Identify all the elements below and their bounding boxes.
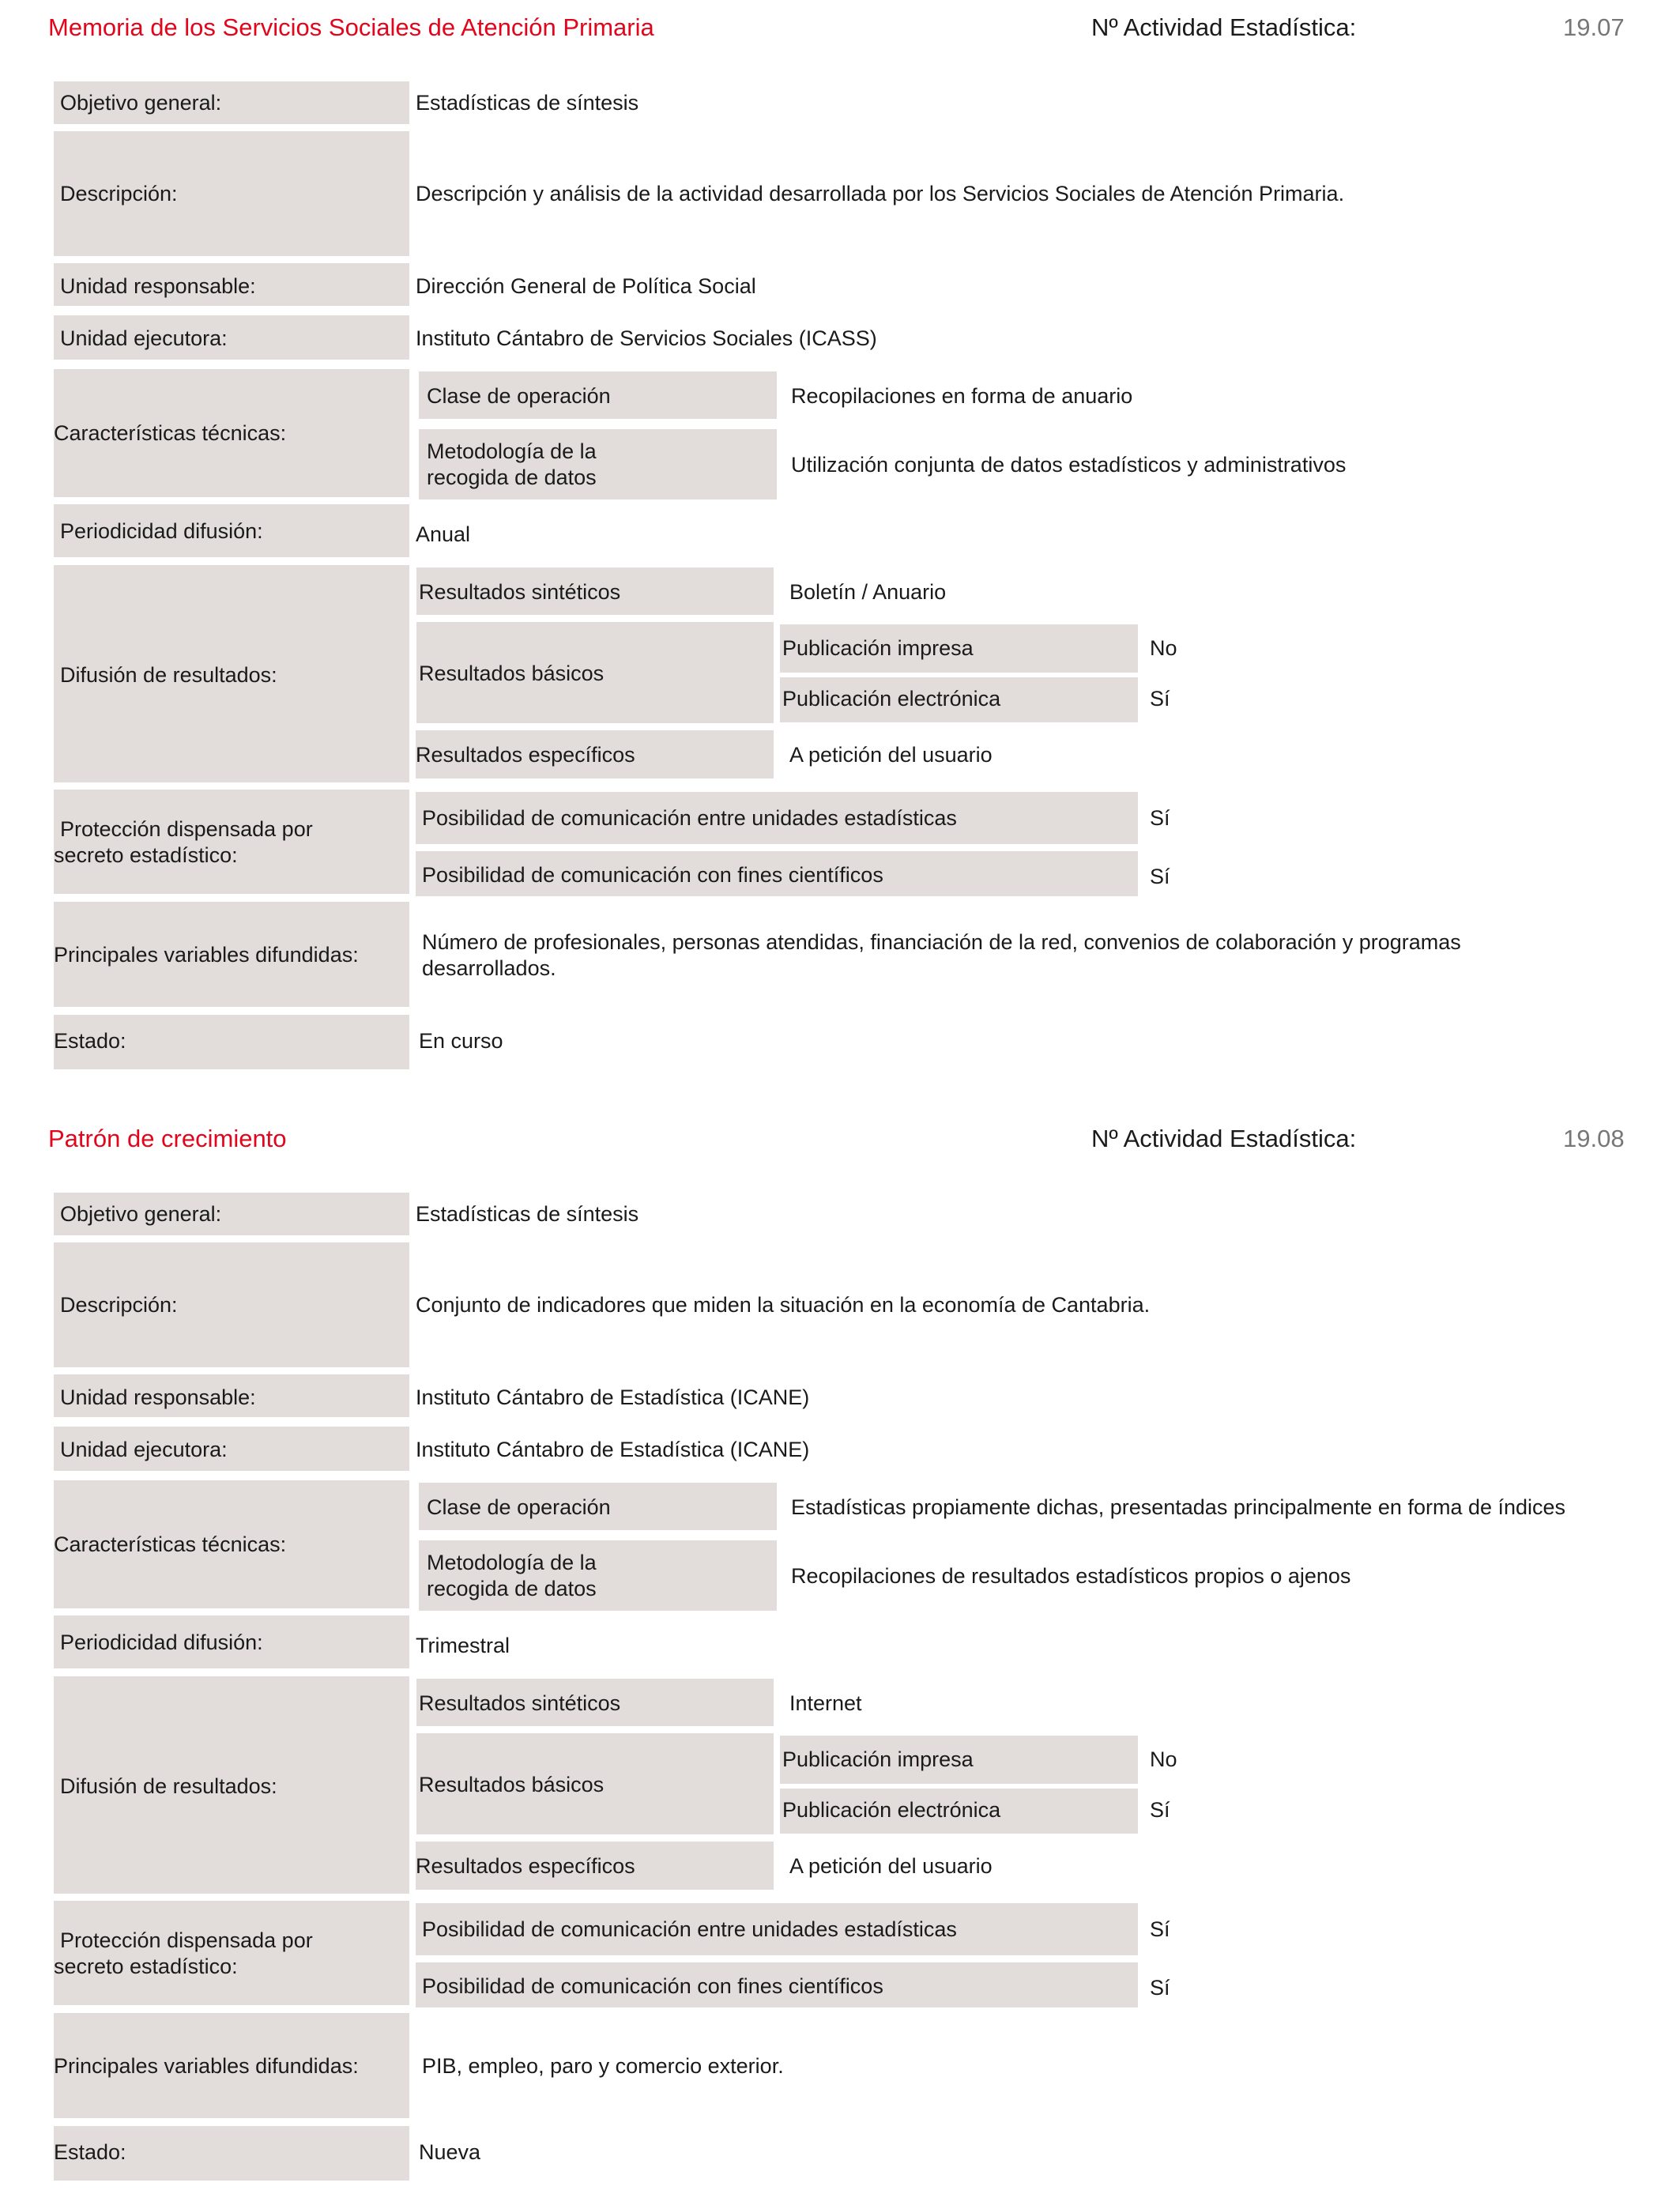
activity-section-19-07 — [0, 0, 1680, 1091]
value-clase-operacion: Recopilaciones en forma de anuario — [791, 384, 1133, 408]
label-periodicidad: Periodicidad difusión: — [60, 519, 263, 543]
value-unidad-responsable: Instituto Cántabro de Estadística (ICANE) — [416, 1385, 810, 1409]
sublabel-clase-operacion: Clase de operación — [427, 1495, 611, 1519]
sublabel-comunicacion-unidades: Posibilidad de comunicación entre unidades estadísticas — [422, 806, 957, 830]
label-estado: Estado: — [54, 1029, 126, 1053]
sublabel-resultados-basicos: Resultados básicos — [419, 1773, 605, 1796]
label-unidad-responsable: Unidad responsable: — [60, 274, 256, 298]
sublabel-metodologia-line1: Metodología de la — [427, 439, 597, 463]
value-metodologia: Recopilaciones de resultados estadísticos propios o ajenos — [791, 1564, 1351, 1588]
value-publicacion-impresa: No — [1150, 636, 1177, 660]
value-comunicacion-cientificos: Sí — [1150, 865, 1170, 888]
label-variables: Principales variables difundidas: — [54, 2054, 359, 2078]
sublabel-comunicacion-cientificos: Posibilidad de comunicación con fines científicos — [422, 1974, 883, 1998]
sublabel-publicacion-impresa: Publicación impresa — [782, 636, 974, 660]
label-unidad-ejecutora: Unidad ejecutora: — [60, 1438, 228, 1461]
value-resultados-especificos: A petición del usuario — [789, 1854, 993, 1878]
sublabel-comunicacion-cientificos: Posibilidad de comunicación con fines científicos — [422, 863, 883, 887]
label-unidad-responsable: Unidad responsable: — [60, 1385, 256, 1409]
value-unidad-ejecutora: Instituto Cántabro de Estadística (ICANE) — [416, 1438, 810, 1461]
label-caracteristicas: Características técnicas: — [54, 1532, 287, 1556]
label-proteccion-line1: Protección dispensada por — [60, 817, 313, 841]
value-periodicidad: Trimestral — [416, 1634, 510, 1657]
sublabel-clase-operacion: Clase de operación — [427, 384, 611, 408]
label-periodicidad: Periodicidad difusión: — [60, 1630, 263, 1654]
sublabel-comunicacion-unidades: Posibilidad de comunicación entre unidades estadísticas — [422, 1917, 957, 1941]
label-descripcion: Descripción: — [60, 1293, 178, 1317]
value-descripcion: Descripción y análisis de la actividad desarrollada por los Servicios Sociales de Atención Primaria. — [416, 182, 1345, 205]
section-title: Memoria de los Servicios Sociales de Atención Primaria — [48, 13, 654, 41]
sublabel-resultados-sinteticos: Resultados sintéticos — [419, 1691, 621, 1715]
value-resultados-especificos: A petición del usuario — [789, 743, 993, 767]
value-variables-line2: desarrollados. — [422, 956, 556, 980]
label-proteccion-line2: secreto estadístico: — [54, 843, 238, 867]
value-objetivo: Estadísticas de síntesis — [416, 91, 639, 115]
sublabel-publicacion-electronica: Publicación electrónica — [782, 1798, 1001, 1822]
label-variables: Principales variables difundidas: — [54, 943, 359, 967]
sublabel-resultados-basicos: Resultados básicos — [419, 662, 605, 685]
label-difusion: Difusión de resultados: — [60, 1774, 277, 1798]
value-objetivo: Estadísticas de síntesis — [416, 1202, 639, 1226]
label-caracteristicas: Características técnicas: — [54, 421, 287, 445]
sublabel-publicacion-impresa: Publicación impresa — [782, 1747, 974, 1771]
activity-number-label: Nº Actividad Estadística: — [1091, 1125, 1357, 1152]
value-resultados-sinteticos: Internet — [789, 1691, 862, 1715]
value-publicacion-electronica: Sí — [1150, 687, 1170, 711]
label-descripcion: Descripción: — [60, 182, 178, 205]
section-title: Patrón de crecimiento — [48, 1125, 287, 1152]
sublabel-resultados-especificos: Resultados específicos — [416, 1854, 635, 1878]
activity-number: 19.07 — [1563, 13, 1625, 41]
value-metodologia: Utilización conjunta de datos estadísticos y administrativos — [791, 453, 1347, 477]
activity-number-label: Nº Actividad Estadística: — [1091, 13, 1357, 41]
value-comunicacion-unidades: Sí — [1150, 1917, 1170, 1941]
value-variables-line1: PIB, empleo, paro y comercio exterior. — [422, 2054, 784, 2078]
label-difusion: Difusión de resultados: — [60, 663, 277, 687]
value-unidad-ejecutora: Instituto Cántabro de Servicios Sociales (ICASS) — [416, 326, 877, 350]
label-unidad-ejecutora: Unidad ejecutora: — [60, 326, 228, 350]
value-comunicacion-unidades: Sí — [1150, 806, 1170, 830]
sublabel-metodologia-line2: recogida de datos — [427, 1577, 597, 1600]
activity-section-19-08 — [0, 1111, 1680, 2194]
value-periodicidad: Anual — [416, 522, 471, 546]
label-objetivo: Objetivo general: — [60, 91, 222, 115]
sublabel-publicacion-electronica: Publicación electrónica — [782, 687, 1001, 711]
value-resultados-sinteticos: Boletín / Anuario — [789, 580, 947, 604]
value-clase-operacion: Estadísticas propiamente dichas, presentadas principalmente en forma de índices — [791, 1495, 1566, 1519]
label-proteccion-line2: secreto estadístico: — [54, 1955, 238, 1978]
sublabel-metodologia-line2: recogida de datos — [427, 466, 597, 489]
label-estado: Estado: — [54, 2140, 126, 2164]
activity-number: 19.08 — [1563, 1125, 1625, 1152]
value-comunicacion-cientificos: Sí — [1150, 1976, 1170, 2000]
sublabel-resultados-especificos: Resultados específicos — [416, 743, 635, 767]
sublabel-metodologia-line1: Metodología de la — [427, 1551, 597, 1574]
value-publicacion-impresa: No — [1150, 1747, 1177, 1771]
value-estado: En curso — [419, 1029, 503, 1053]
value-publicacion-electronica: Sí — [1150, 1798, 1170, 1822]
value-variables-line1: Número de profesionales, personas atendidas, financiación de la red, convenios de colaboración y programas — [422, 930, 1461, 954]
value-estado: Nueva — [419, 2140, 481, 2164]
value-unidad-responsable: Dirección General de Política Social — [416, 274, 756, 298]
sublabel-resultados-sinteticos: Resultados sintéticos — [419, 580, 621, 604]
value-descripcion: Conjunto de indicadores que miden la situación en la economía de Cantabria. — [416, 1293, 1151, 1317]
label-objetivo: Objetivo general: — [60, 1202, 222, 1226]
label-proteccion-line1: Protección dispensada por — [60, 1928, 313, 1952]
